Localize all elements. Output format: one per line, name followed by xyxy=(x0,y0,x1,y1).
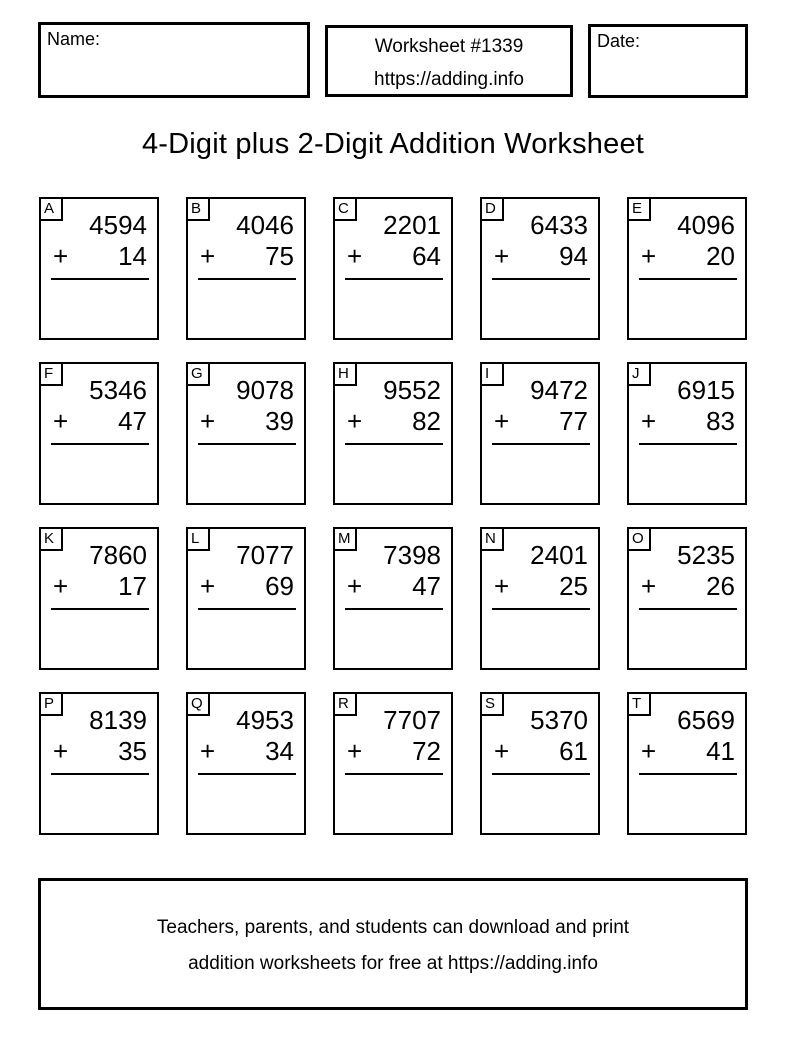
plus-operator: + xyxy=(347,241,363,271)
problem-letter: L xyxy=(191,530,200,547)
answer-space xyxy=(41,775,157,831)
problem-letter: M xyxy=(338,530,351,547)
bottom-addend: 35 xyxy=(118,736,147,766)
answer-space xyxy=(335,775,451,831)
problem-letter-badge xyxy=(188,694,210,716)
problem-box xyxy=(480,527,600,670)
problem-letter-badge xyxy=(188,529,210,551)
bottom-addend: 41 xyxy=(706,736,735,766)
answer-space xyxy=(335,280,451,336)
problem-letter: E xyxy=(632,200,643,217)
top-addend: 7707 xyxy=(383,705,441,735)
problem-letter-badge xyxy=(335,364,357,386)
answer-space xyxy=(482,610,598,666)
worksheet-url: https://adding.info xyxy=(374,69,524,90)
problem-letter: G xyxy=(191,365,203,382)
problems-grid xyxy=(39,197,747,835)
top-addend: 4096 xyxy=(677,210,735,240)
top-addend: 9078 xyxy=(236,375,294,405)
answer-space xyxy=(482,445,598,501)
plus-operator: + xyxy=(53,571,69,601)
plus-operator: + xyxy=(641,241,657,271)
problem-letter-badge xyxy=(482,364,504,386)
problem-box xyxy=(186,197,306,340)
problem-letter-badge xyxy=(629,529,651,551)
problem-letter-badge xyxy=(188,364,210,386)
problem-box xyxy=(333,362,453,505)
top-addend: 7398 xyxy=(383,540,441,570)
problem-letter: N xyxy=(485,530,496,547)
top-addend: 4046 xyxy=(236,210,294,240)
problem-box xyxy=(627,197,747,340)
top-addend: 4594 xyxy=(89,210,147,240)
problem-letter-badge xyxy=(629,694,651,716)
problem-letter: H xyxy=(338,365,349,382)
problem-box xyxy=(186,692,306,835)
plus-operator: + xyxy=(200,406,216,436)
problem-box xyxy=(333,527,453,670)
answer-space xyxy=(188,610,304,666)
bottom-addend: 34 xyxy=(265,736,294,766)
bottom-addend: 77 xyxy=(559,406,588,436)
page-title: 4-Digit plus 2-Digit Addition Worksheet xyxy=(141,128,645,160)
bottom-addend: 64 xyxy=(412,241,441,271)
plus-operator: + xyxy=(494,736,510,766)
problem-letter-badge xyxy=(41,364,63,386)
answer-space xyxy=(188,445,304,501)
problem-letter: D xyxy=(485,200,496,217)
problem-letter: S xyxy=(485,695,496,712)
plus-operator: + xyxy=(494,571,510,601)
problem-letter-badge xyxy=(335,529,357,551)
problem-letter-badge xyxy=(335,694,357,716)
problem-box xyxy=(333,197,453,340)
problem-letter: I xyxy=(485,365,490,382)
top-addend: 7077 xyxy=(236,540,294,570)
problem-letter-badge xyxy=(41,694,63,716)
problem-box xyxy=(627,692,747,835)
problem-box xyxy=(39,692,159,835)
plus-operator: + xyxy=(494,406,510,436)
top-addend: 5346 xyxy=(89,375,147,405)
top-addend: 7860 xyxy=(89,540,147,570)
answer-space xyxy=(629,280,745,336)
problem-letter: Q xyxy=(191,695,203,712)
plus-operator: + xyxy=(200,571,216,601)
plus-operator: + xyxy=(347,571,363,601)
answer-space xyxy=(629,775,745,831)
worksheet-number: Worksheet #1339 xyxy=(374,36,524,57)
answer-space xyxy=(482,775,598,831)
answer-space xyxy=(188,775,304,831)
answer-space xyxy=(188,280,304,336)
name-field-box xyxy=(38,22,310,98)
top-addend: 6569 xyxy=(677,705,735,735)
problem-box xyxy=(627,362,747,505)
top-addend: 5370 xyxy=(530,705,588,735)
problem-letter-badge xyxy=(482,694,504,716)
bottom-addend: 94 xyxy=(559,241,588,271)
plus-operator: + xyxy=(200,241,216,271)
bottom-addend: 25 xyxy=(559,571,588,601)
bottom-addend: 26 xyxy=(706,571,735,601)
answer-space xyxy=(41,610,157,666)
bottom-addend: 75 xyxy=(265,241,294,271)
plus-operator: + xyxy=(347,736,363,766)
problem-letter: A xyxy=(44,200,55,217)
bottom-addend: 39 xyxy=(265,406,294,436)
top-addend: 9472 xyxy=(530,375,588,405)
problem-box xyxy=(186,362,306,505)
footer-notice-box xyxy=(38,878,748,1010)
top-addend: 2401 xyxy=(530,540,588,570)
problem-letter: P xyxy=(44,695,55,712)
problem-box xyxy=(39,362,159,505)
top-addend: 9552 xyxy=(383,375,441,405)
bottom-addend: 82 xyxy=(412,406,441,436)
problem-letter-badge xyxy=(335,199,357,221)
problem-letter: R xyxy=(338,695,349,712)
problem-letter-badge xyxy=(629,364,651,386)
problem-box xyxy=(480,197,600,340)
plus-operator: + xyxy=(53,406,69,436)
answer-space xyxy=(629,445,745,501)
top-addend: 8139 xyxy=(89,705,147,735)
name-label: Name: xyxy=(47,29,101,49)
footer-line-2: addition worksheets for free at https://adding.info xyxy=(188,953,598,974)
worksheet-info-box xyxy=(325,25,573,97)
plus-operator: + xyxy=(494,241,510,271)
top-addend: 5235 xyxy=(677,540,735,570)
answer-space xyxy=(335,445,451,501)
problem-box xyxy=(333,692,453,835)
problem-letter: O xyxy=(632,530,644,547)
problem-letter: J xyxy=(632,365,640,382)
problem-letter: T xyxy=(632,695,642,712)
problem-box xyxy=(186,527,306,670)
bottom-addend: 17 xyxy=(118,571,147,601)
problem-box xyxy=(39,197,159,340)
answer-space xyxy=(629,610,745,666)
plus-operator: + xyxy=(641,571,657,601)
date-field-box xyxy=(588,24,748,98)
problem-letter-badge xyxy=(482,529,504,551)
problem-box xyxy=(480,362,600,505)
plus-operator: + xyxy=(53,241,69,271)
problem-letter-badge xyxy=(482,199,504,221)
bottom-addend: 14 xyxy=(118,241,147,271)
bottom-addend: 72 xyxy=(412,736,441,766)
problem-box xyxy=(480,692,600,835)
bottom-addend: 61 xyxy=(559,736,588,766)
problem-letter: F xyxy=(44,365,54,382)
answer-space xyxy=(482,280,598,336)
top-addend: 6915 xyxy=(677,375,735,405)
plus-operator: + xyxy=(641,736,657,766)
answer-space xyxy=(41,445,157,501)
plus-operator: + xyxy=(200,736,216,766)
bottom-addend: 47 xyxy=(412,571,441,601)
bottom-addend: 47 xyxy=(118,406,147,436)
bottom-addend: 83 xyxy=(706,406,735,436)
problem-letter: B xyxy=(191,200,202,217)
problem-box xyxy=(39,527,159,670)
problem-letter: C xyxy=(338,200,349,217)
problem-letter: K xyxy=(44,530,55,547)
footer-line-1: Teachers, parents, and students can download and print xyxy=(156,917,630,938)
problem-box xyxy=(627,527,747,670)
answer-space xyxy=(335,610,451,666)
problem-letter-badge xyxy=(41,529,63,551)
problem-letter-badge xyxy=(629,199,651,221)
problem-letter-badge xyxy=(188,199,210,221)
plus-operator: + xyxy=(53,736,69,766)
bottom-addend: 20 xyxy=(706,241,735,271)
top-addend: 2201 xyxy=(383,210,441,240)
top-addend: 6433 xyxy=(530,210,588,240)
problem-letter-badge xyxy=(41,199,63,221)
plus-operator: + xyxy=(641,406,657,436)
top-addend: 4953 xyxy=(236,705,294,735)
plus-operator: + xyxy=(347,406,363,436)
date-label: Date: xyxy=(597,31,641,51)
bottom-addend: 69 xyxy=(265,571,294,601)
answer-space xyxy=(41,280,157,336)
